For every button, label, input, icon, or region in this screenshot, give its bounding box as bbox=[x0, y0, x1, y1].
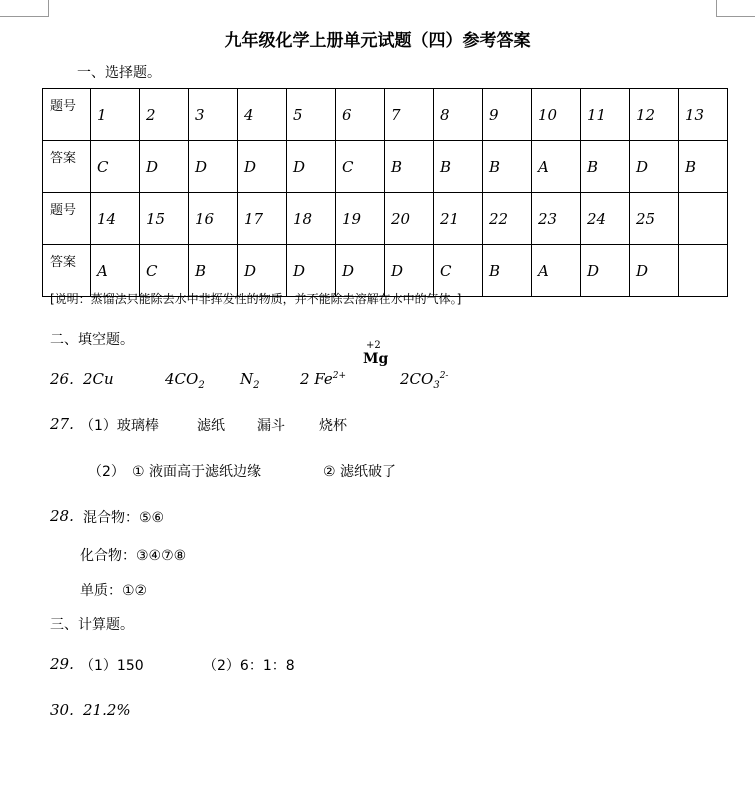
table-cell: D bbox=[630, 245, 679, 297]
table-cell: C bbox=[434, 245, 483, 297]
q27-number: 27. bbox=[50, 415, 74, 433]
table-cell: 22 bbox=[483, 193, 532, 245]
table-cell: 9 bbox=[483, 89, 532, 141]
section-choice-heading: 一、选择题。 bbox=[77, 65, 161, 81]
q26-answer-2: $4CO_2$ bbox=[165, 370, 205, 391]
table-cell: D bbox=[287, 141, 336, 193]
q27-part1-answer-a: （1）玻璃棒 bbox=[80, 418, 159, 434]
q28-compound: 化合物：③④⑦⑧ bbox=[80, 548, 187, 564]
table-cell: 23 bbox=[532, 193, 581, 245]
table-cell: B bbox=[483, 141, 532, 193]
table-cell: D bbox=[336, 245, 385, 297]
q29-number: 29. bbox=[50, 655, 74, 673]
table-row bbox=[43, 193, 728, 245]
table-cell: 21 bbox=[434, 193, 483, 245]
table-cell: 19 bbox=[336, 193, 385, 245]
q27-part1-answer-b: 滤纸 bbox=[197, 418, 225, 434]
table-cell: 24 bbox=[581, 193, 630, 245]
table-cell: D bbox=[287, 245, 336, 297]
q27-part1-answer-d: 烧杯 bbox=[319, 418, 347, 434]
explanation-note: [说明：蒸馏法只能除去水中非挥发性的物质，并不能除去溶解在水中的气体。] bbox=[50, 292, 462, 306]
table-cell: D bbox=[140, 141, 189, 193]
section-calc-heading: 三、计算题。 bbox=[50, 617, 134, 633]
table-cell: 12 bbox=[630, 89, 679, 141]
q29-part2: （2）6：1：8 bbox=[203, 658, 295, 674]
question-number-header: 题号 bbox=[43, 89, 91, 141]
table-cell: 7 bbox=[385, 89, 434, 141]
answer-table bbox=[42, 88, 728, 297]
q27-part2-answer-a: ① 液面高于滤纸边缘 bbox=[132, 464, 262, 480]
q28-number: 28. bbox=[50, 507, 74, 525]
table-cell: D bbox=[238, 141, 287, 193]
answer-header: 答案 bbox=[43, 141, 91, 193]
table-cell: C bbox=[336, 141, 385, 193]
crop-mark-top-left bbox=[0, 0, 49, 17]
q26-valence-label: +2 bbox=[366, 340, 381, 351]
table-cell: A bbox=[532, 141, 581, 193]
table-cell: 15 bbox=[140, 193, 189, 245]
table-cell: B bbox=[581, 141, 630, 193]
table-cell: 8 bbox=[434, 89, 483, 141]
table-cell: D bbox=[189, 141, 238, 193]
table-cell: C bbox=[140, 245, 189, 297]
table-cell: 14 bbox=[91, 193, 140, 245]
table-cell: A bbox=[532, 245, 581, 297]
table-cell: B bbox=[385, 141, 434, 193]
table-cell: 1 bbox=[91, 89, 140, 141]
q26-answer-6: $2CO_3^{2-}$ bbox=[400, 370, 449, 391]
section-fill-heading: 二、填空题。 bbox=[50, 332, 134, 348]
table-cell: D bbox=[581, 245, 630, 297]
table-row bbox=[43, 89, 728, 141]
q26-magnesium-symbol: Mg bbox=[363, 351, 389, 367]
table-cell: 11 bbox=[581, 89, 630, 141]
table-row bbox=[43, 141, 728, 193]
q30-number: 30. bbox=[50, 701, 74, 719]
table-cell: 16 bbox=[189, 193, 238, 245]
table-cell: 13 bbox=[679, 89, 728, 141]
table-cell: D bbox=[238, 245, 287, 297]
table-row bbox=[43, 245, 728, 297]
table-cell: D bbox=[630, 141, 679, 193]
table-cell: 20 bbox=[385, 193, 434, 245]
q27-part2-answer-b: ② 滤纸破了 bbox=[323, 464, 397, 480]
table-cell: B bbox=[679, 141, 728, 193]
q26-answer-4: 2 $Fe^{2+}$ bbox=[300, 370, 347, 388]
table-cell: B bbox=[434, 141, 483, 193]
table-cell: A bbox=[91, 245, 140, 297]
table-cell: 18 bbox=[287, 193, 336, 245]
page-title: 九年级化学上册单元试题（四）参考答案 bbox=[224, 31, 531, 51]
q28-mixture: 混合物：⑤⑥ bbox=[83, 510, 165, 526]
table-cell: B bbox=[483, 245, 532, 297]
table-cell: 5 bbox=[287, 89, 336, 141]
question-number-header: 题号 bbox=[43, 193, 91, 245]
table-cell: 10 bbox=[532, 89, 581, 141]
table-cell: 2 bbox=[140, 89, 189, 141]
table-cell: 4 bbox=[238, 89, 287, 141]
table-cell: D bbox=[385, 245, 434, 297]
q29-part1: （1）150 bbox=[80, 658, 144, 674]
crop-mark-top-right bbox=[716, 0, 755, 17]
q26-number: 26. bbox=[50, 370, 74, 388]
table-cell: C bbox=[91, 141, 140, 193]
table-cell bbox=[679, 245, 728, 297]
table-cell: 6 bbox=[336, 89, 385, 141]
table-cell: 3 bbox=[189, 89, 238, 141]
table-cell: 25 bbox=[630, 193, 679, 245]
q28-element: 单质：①② bbox=[80, 583, 148, 599]
answer-header: 答案 bbox=[43, 245, 91, 297]
q26-answer-3: $N_2$ bbox=[240, 370, 260, 391]
q27-part1-answer-c: 漏斗 bbox=[257, 418, 285, 434]
table-cell: B bbox=[189, 245, 238, 297]
table-cell: 17 bbox=[238, 193, 287, 245]
q30-answer: 21.2% bbox=[83, 701, 131, 719]
table-cell bbox=[679, 193, 728, 245]
q26-answer-1: 2Cu bbox=[83, 370, 114, 388]
q27-part2-label: （2） bbox=[88, 464, 125, 480]
